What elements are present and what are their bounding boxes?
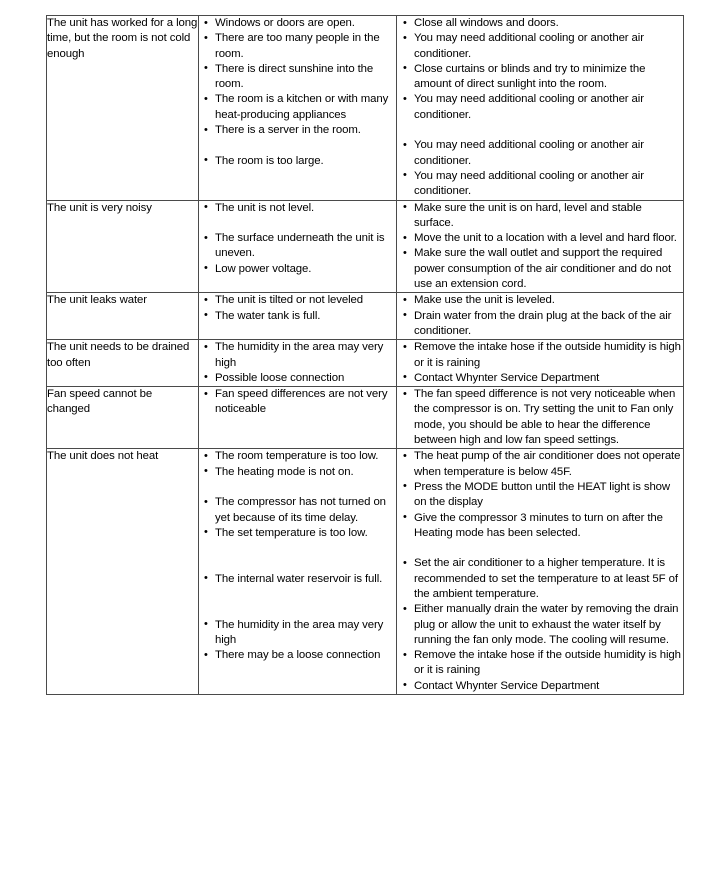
problem-cell bbox=[47, 293, 199, 340]
remedy-list-item: • The fan speed difference is not very noticeable when the compressor is on. Try setting the unit to Fan only mode, you should be able to hear the difference between high and low fan speed settings. bbox=[397, 387, 683, 448]
suggested-remedy-cell bbox=[397, 16, 684, 201]
cause-list-item: • The room temperature is too low. bbox=[199, 449, 396, 464]
cause-list bbox=[199, 16, 396, 169]
problem-cell bbox=[47, 387, 199, 449]
suggested-remedy-cell bbox=[397, 340, 684, 387]
suggested-remedy-cell bbox=[397, 449, 684, 695]
problem-cell bbox=[47, 449, 199, 695]
table-row bbox=[47, 293, 684, 340]
possible-cause-cell bbox=[199, 449, 397, 695]
cause-list-item: • The room is a kitchen or with many heat-producing appliances bbox=[199, 92, 396, 123]
cause-list bbox=[199, 201, 396, 277]
remedy-list-item: • Press the MODE button until the HEAT light is show on the display bbox=[397, 480, 683, 511]
cause-list-item: • There is direct sunshine into the room. bbox=[199, 62, 396, 93]
cause-list bbox=[199, 293, 396, 324]
remedy-list-item: • Contact Whynter Service Department bbox=[397, 371, 683, 386]
problem-cell bbox=[47, 340, 199, 387]
table-row bbox=[47, 340, 684, 387]
remedy-list bbox=[397, 293, 683, 339]
problem-text: The unit leaks water bbox=[47, 294, 147, 307]
table-row bbox=[47, 200, 684, 293]
problem-cell bbox=[47, 200, 199, 293]
remedy-list-item: • Close curtains or blinds and try to minimize the amount of direct sunlight into the room. bbox=[397, 62, 683, 93]
table-row bbox=[47, 16, 684, 201]
troubleshooting-table bbox=[46, 15, 684, 695]
cause-list-item: • The heating mode is not on. bbox=[199, 465, 396, 480]
remedy-list-item: • Drain water from the drain plug at the back of the air conditioner. bbox=[397, 309, 683, 340]
cause-list bbox=[199, 449, 396, 663]
problem-text: The unit does not heat bbox=[47, 450, 159, 463]
remedy-list-item: • You may need additional cooling or another air conditioner. bbox=[397, 92, 683, 123]
remedy-list-item: • The heat pump of the air conditioner does not operate when temperature is below 45F. bbox=[397, 449, 683, 480]
cause-list-item: • The surface underneath the unit is uneven. bbox=[199, 231, 396, 262]
remedy-list-item: • You may need additional cooling or another air conditioner. bbox=[397, 31, 683, 62]
possible-cause-cell bbox=[199, 16, 397, 201]
cause-list-item: • The unit is not level. bbox=[199, 201, 396, 216]
table-row bbox=[47, 387, 684, 449]
remedy-list-item: • Make use the unit is leveled. bbox=[397, 293, 683, 308]
cause-list bbox=[199, 340, 396, 386]
remedy-list-item: • Give the compressor 3 minutes to turn on after the Heating mode has been selected. bbox=[397, 511, 683, 542]
possible-cause-cell bbox=[199, 293, 397, 340]
cause-list bbox=[199, 387, 396, 418]
remedy-list-item: • Set the air conditioner to a higher temperature. It is recommended to set the temperature to at least 5F of the ambient temperature. bbox=[397, 556, 683, 602]
remedy-list-item: • Remove the intake hose if the outside humidity is high or it is raining bbox=[397, 340, 683, 371]
cause-list-item: • Low power voltage. bbox=[199, 262, 396, 277]
remedy-list-item: • Either manually drain the water by removing the drain plug or allow the unit to exhaust the water itself by running the fan only mode. The cooling will resume. bbox=[397, 602, 683, 648]
cause-list-item: • The room is too large. bbox=[199, 154, 396, 169]
remedy-list-item: • Contact Whynter Service Department bbox=[397, 679, 683, 694]
cause-list-item: • There are too many people in the room. bbox=[199, 31, 396, 62]
problem-text: The unit is very noisy bbox=[47, 201, 152, 214]
cause-list-item: • There is a server in the room. bbox=[199, 123, 396, 138]
remedy-list-item: • Make sure the unit is on hard, level and stable surface. bbox=[397, 201, 683, 232]
problem-text: The unit needs to be drained too often bbox=[47, 341, 190, 369]
cause-list-item: • Windows or doors are open. bbox=[199, 16, 396, 31]
remedy-list-item: • Make sure the wall outlet and support the required power consumption of the air conditioner and do not use an extension cord. bbox=[397, 246, 683, 292]
suggested-remedy-cell bbox=[397, 387, 684, 449]
problem-text: Fan speed cannot be changed bbox=[47, 388, 153, 416]
cause-list-item: • The humidity in the area may very high bbox=[199, 340, 396, 371]
problem-cell bbox=[47, 16, 199, 201]
cause-list-item: • The compressor has not turned on yet because of its time delay. bbox=[199, 495, 396, 526]
problem-text: The unit has worked for a long time, but the room is not cold enough bbox=[47, 17, 198, 60]
remedy-list bbox=[397, 201, 683, 293]
remedy-list-item: • You may need additional cooling or another air conditioner. bbox=[397, 138, 683, 169]
cause-list-item: • The water tank is full. bbox=[199, 309, 396, 324]
possible-cause-cell bbox=[199, 340, 397, 387]
remedy-list bbox=[397, 449, 683, 694]
remedy-list bbox=[397, 16, 683, 200]
possible-cause-cell bbox=[199, 200, 397, 293]
remedy-list-item: • Close all windows and doors. bbox=[397, 16, 683, 31]
remedy-list-item: • You may need additional cooling or another air conditioner. bbox=[397, 169, 683, 200]
cause-list-item: • There may be a loose connection bbox=[199, 648, 396, 663]
possible-cause-cell bbox=[199, 387, 397, 449]
suggested-remedy-cell bbox=[397, 200, 684, 293]
cause-list-item: • Fan speed differences are not very noticeable bbox=[199, 387, 396, 418]
cause-list-item: • The humidity in the area may very high bbox=[199, 618, 396, 649]
remedy-list bbox=[397, 340, 683, 386]
cause-list-item: • The set temperature is too low. bbox=[199, 526, 396, 541]
cause-list-item: • Possible loose connection bbox=[199, 371, 396, 386]
table-body bbox=[47, 16, 684, 695]
remedy-list-item: • Move the unit to a location with a level and hard floor. bbox=[397, 231, 683, 246]
suggested-remedy-cell bbox=[397, 293, 684, 340]
remedy-list bbox=[397, 387, 683, 448]
cause-list-item: • The internal water reservoir is full. bbox=[199, 572, 396, 587]
cause-list-item: • The unit is tilted or not leveled bbox=[199, 293, 396, 308]
remedy-list-item: • Remove the intake hose if the outside humidity is high or it is raining bbox=[397, 648, 683, 679]
table-row bbox=[47, 449, 684, 695]
